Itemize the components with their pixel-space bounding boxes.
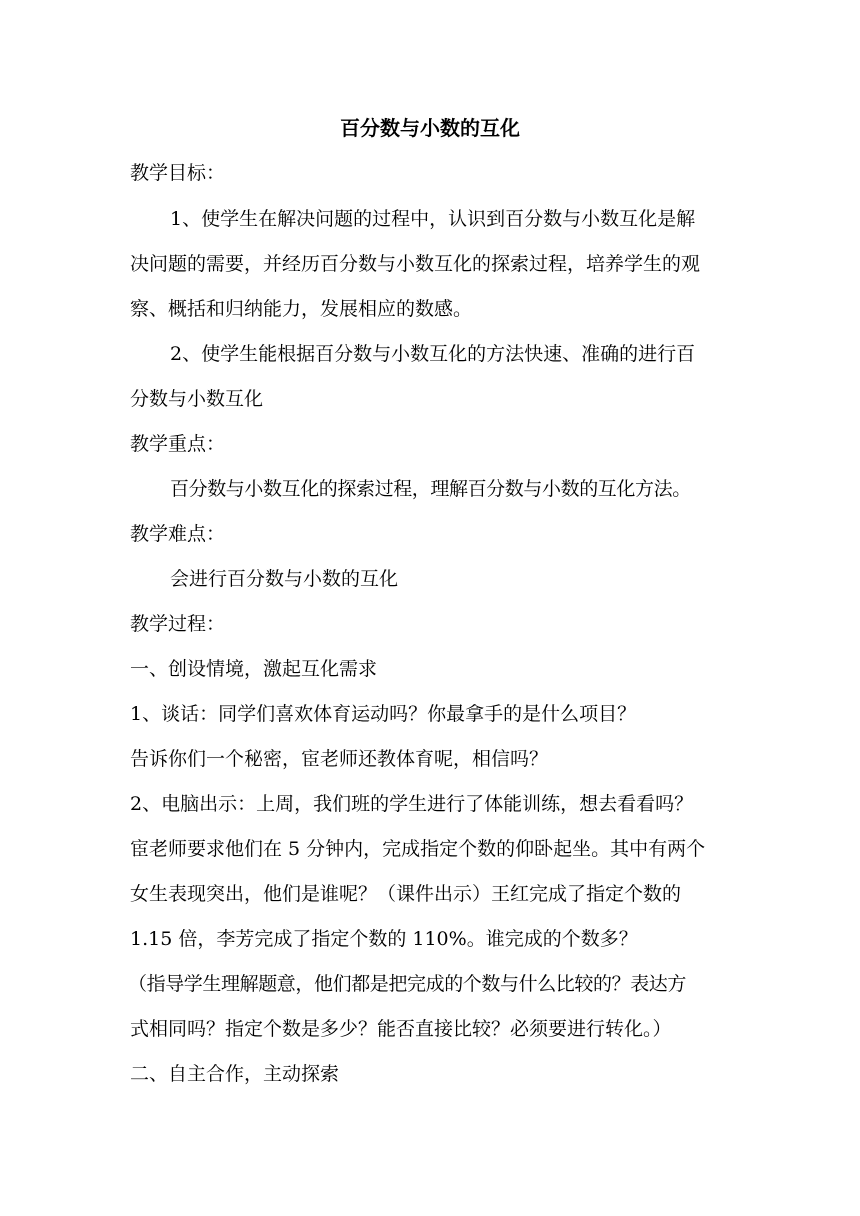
objective-1-line-2: 决问题的需要，并经历百分数与小数互化的探索过程，培养学生的观 <box>130 253 701 275</box>
section-2-heading: 二、自主合作，主动探索 <box>130 1063 340 1085</box>
step-1-line-1: 1、谈话：同学们喜欢体育运动吗？你最拿手的是什么项目？ <box>130 703 637 725</box>
step-2-line-4: 1.15 倍，李芳完成了指定个数的 110%。谁完成的个数多？ <box>130 928 638 950</box>
step-2-line-2: 宦老师要求他们在 5 分钟内，完成指定个数的仰卧起坐。其中有两个 <box>130 838 706 860</box>
guidance-line-2: 式相同吗？指定个数是多少？能否直接比较？必须要进行转化。） <box>130 1018 672 1040</box>
difficulty-text: 会进行百分数与小数的互化 <box>170 568 399 590</box>
key-points-heading: 教学重点： <box>130 433 226 455</box>
objectives-heading: 教学目标： <box>130 162 226 184</box>
step-1-line-2: 告诉你们一个秘密，宦老师还教体育呢，相信吗？ <box>130 748 549 770</box>
objective-1-line-3: 察、概括和归纳能力，发展相应的数感。 <box>130 298 473 320</box>
objective-1-line-1: 1、使学生在解决问题的过程中，认识到百分数与小数互化是解 <box>170 208 696 230</box>
document-title: 百分数与小数的互化 <box>340 116 520 140</box>
step-2-line-3: 女生表现突出，他们是谁呢？（课件出示）王红完成了指定个数的 <box>130 883 682 905</box>
process-heading: 教学过程： <box>130 613 226 635</box>
objective-2-line-1: 2、使学生能根据百分数与小数互化的方法快速、准确的进行百 <box>170 343 696 365</box>
guidance-line-1: （指导学生理解题意，他们都是把完成的个数与什么比较的？表达方 <box>128 973 687 995</box>
section-1-heading: 一、创设情境，激起互化需求 <box>130 658 378 680</box>
objective-2-line-2: 分数与小数互化 <box>130 388 264 410</box>
step-2-line-1: 2、电脑出示：上周，我们班的学生进行了体能训练，想去看看吗？ <box>130 793 694 815</box>
difficulty-heading: 教学难点： <box>130 523 226 545</box>
key-points-text: 百分数与小数互化的探索过程，理解百分数与小数的互化方法。 <box>170 478 691 500</box>
